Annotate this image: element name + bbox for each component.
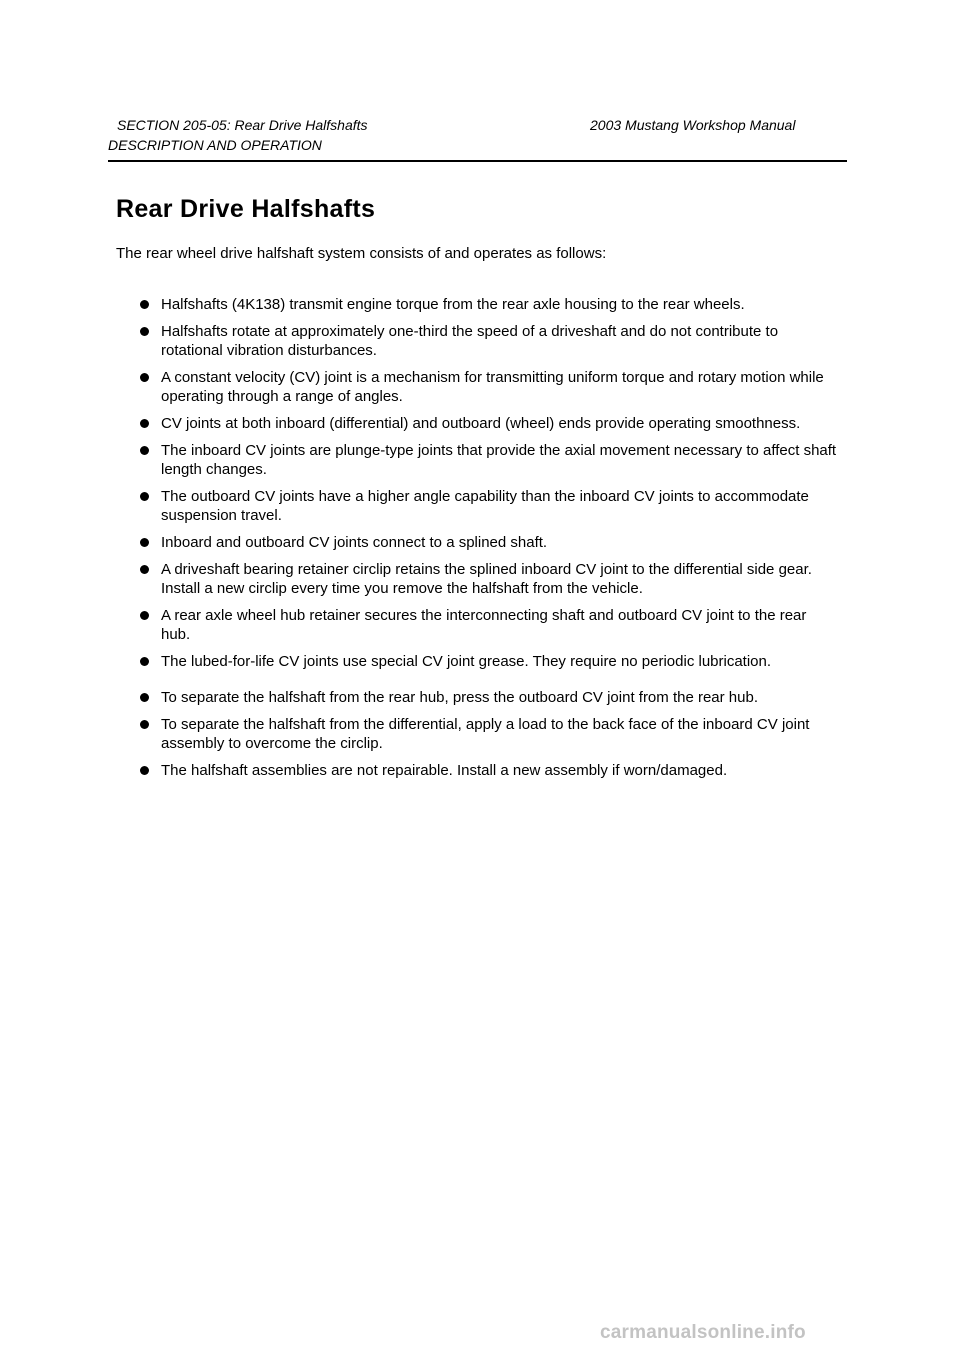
watermark: carmanualsonline.info: [600, 1322, 806, 1343]
header-manual-title: 2003 Mustang Workshop Manual: [590, 117, 796, 133]
list-item: [137, 688, 837, 707]
bullet-icon: [140, 492, 149, 501]
bullet-icon: [140, 766, 149, 775]
list-item: [137, 441, 837, 479]
bullet-icon: [140, 720, 149, 729]
header-subsection: DESCRIPTION AND OPERATION: [108, 137, 322, 153]
list-item-text: The halfshaft assemblies are not repairable. Install a new assembly if worn/damaged.: [161, 762, 728, 779]
header-section-title: SECTION 205-05: Rear Drive Halfshafts: [117, 117, 368, 133]
list-item-text: To separate the halfshaft from the differential, apply a load to the back face of the inboard CV joint assembly to overcome the circlip.: [161, 716, 810, 752]
list-item: [137, 368, 837, 406]
list-item-text: Halfshafts (4K138) transmit engine torque from the rear axle housing to the rear wheels.: [161, 296, 745, 313]
bullet-icon: [140, 419, 149, 428]
bullet-icon: [140, 446, 149, 455]
list-item-text: The inboard CV joints are plunge-type joints that provide the axial movement necessary to affect shaft length changes.: [161, 442, 837, 478]
list-item-text: A constant velocity (CV) joint is a mechanism for transmitting uniform torque and rotary motion while operating through a range of angles.: [161, 369, 824, 405]
list-item: [137, 322, 837, 360]
list-item: [137, 414, 837, 433]
list-item: [137, 606, 837, 644]
header-divider: [108, 160, 847, 162]
list-item: [137, 295, 837, 314]
list-item-text: A rear axle wheel hub retainer secures the interconnecting shaft and outboard CV joint to the rear hub.: [161, 607, 807, 643]
list-item-text: CV joints at both inboard (differential) and outboard (wheel) ends provide operating smoothness.: [161, 415, 801, 432]
bullet-icon: [140, 300, 149, 309]
list-item: [137, 487, 837, 525]
list-item: [137, 652, 837, 671]
bullet-icon: [140, 538, 149, 547]
bullet-icon: [140, 327, 149, 336]
list-item: [137, 560, 837, 598]
list-item-text: Halfshafts rotate at approximately one-third the speed of a driveshaft and do not contribute to rotational vibration disturbances.: [161, 323, 779, 359]
bullet-list: [137, 295, 837, 788]
list-item: [137, 715, 837, 753]
list-item-text: The outboard CV joints have a higher angle capability than the inboard CV joints to accommodate suspension travel.: [161, 488, 809, 524]
bullet-icon: [140, 657, 149, 666]
bullet-icon: [140, 373, 149, 382]
list-item-text: To separate the halfshaft from the rear hub, press the outboard CV joint from the rear hub.: [161, 689, 758, 706]
bullet-icon: [140, 693, 149, 702]
bullet-icon: [140, 611, 149, 620]
list-item: [137, 533, 837, 552]
list-item-text: The lubed-for-life CV joints use special CV joint grease. They require no periodic lubrication.: [161, 653, 772, 670]
list-item-text: Inboard and outboard CV joints connect to a splined shaft.: [161, 534, 548, 551]
list-item: [137, 761, 837, 780]
bullet-icon: [140, 565, 149, 574]
list-item-text: A driveshaft bearing retainer circlip retains the splined inboard CV joint to the differential side gear. Install a new circlip every time you remove the halfshaft from the vehicle.: [161, 561, 812, 597]
intro-paragraph: The rear wheel drive halfshaft system consists of and operates as follows:: [116, 245, 607, 262]
page-title: Rear Drive Halfshafts: [116, 195, 376, 223]
